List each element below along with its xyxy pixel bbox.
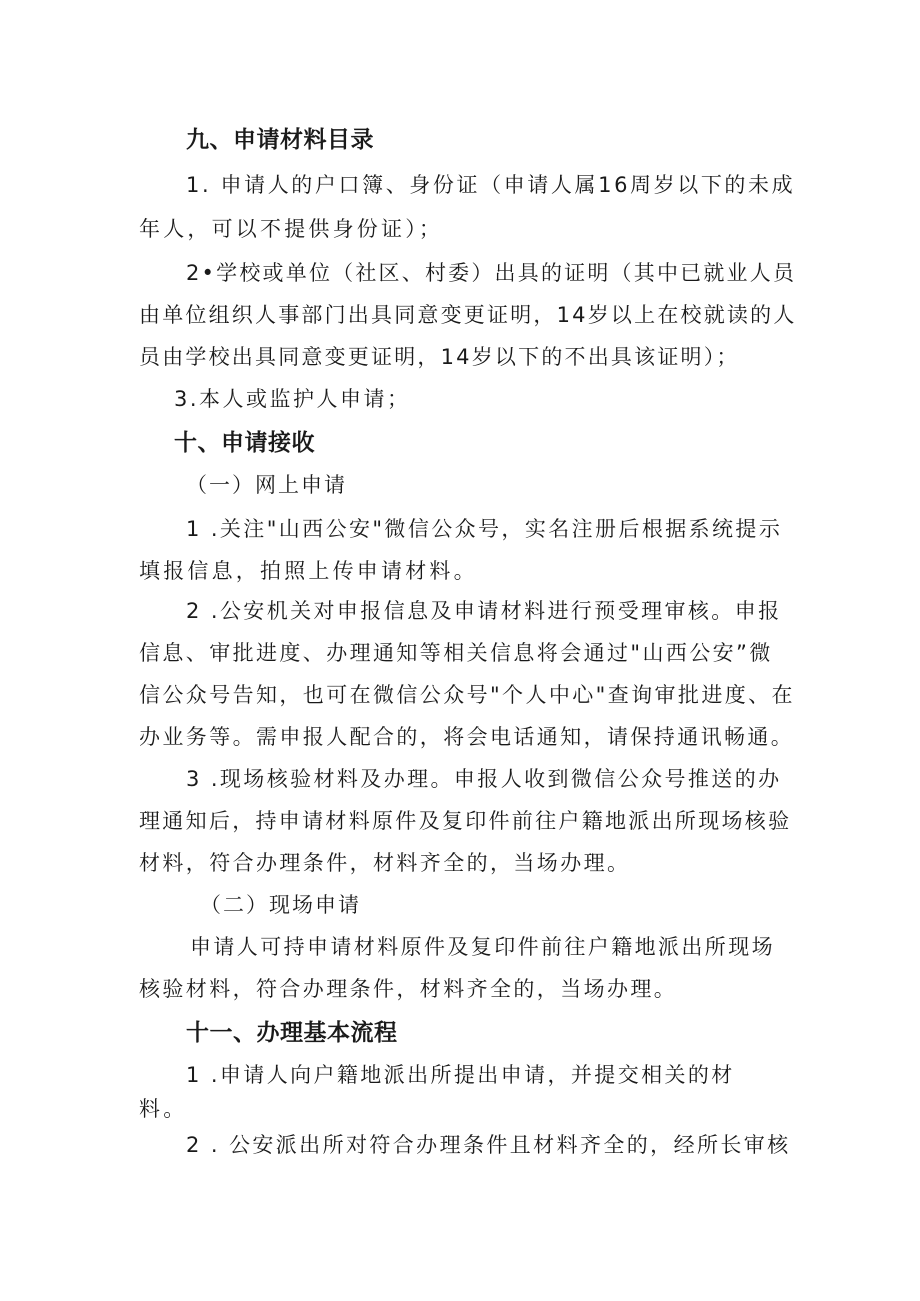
heading-10: 十、申请接收 [174, 430, 315, 456]
item-10-2-line-1: 2 .公安机关对申报信息及申请材料进行预受理审核。申报 [186, 599, 782, 623]
subheading-online: （一）网上申请 [186, 473, 347, 497]
item-9-2-line-3: 员由学校出具同意变更证明，14岁以下的不出具该证明）； [139, 345, 740, 369]
item-10-4-line-2: 核验材料，符合办理条件，材料齐全的，当场办理。 [139, 977, 678, 1001]
item-10-3-line-1: 3 .现场核验材料及办理。申报人收到微信公众号推送的办 [186, 767, 782, 791]
item-11-2-line-1: 2 . 公安派出所对符合办理条件且材料齐全的，经所长审核 [186, 1133, 791, 1157]
heading-9: 九、申请材料目录 [186, 127, 374, 153]
item-10-4-line-1: 申请人可持申请材料原件及复印件前往户籍地派出所现场 [190, 935, 775, 959]
item-11-1-line-1: 1 .申请人向户籍地派出所提出申请，并提交相关的材 [186, 1063, 735, 1087]
item-10-1-line-1: 1 .关注"山西公安"微信公众号，实名注册后根据系统提示 [186, 517, 783, 541]
subheading-onsite: （二）现场申请 [200, 893, 361, 917]
item-10-1-line-2: 填报信息，拍照上传申请材料。 [139, 559, 478, 583]
item-11-1-line-2: 料。 [139, 1097, 188, 1121]
item-9-2-line-2: 由单位组织人事部门出具同意变更证明，14岁以上在校就读的人 [139, 303, 797, 327]
item-9-1-line-2: 年人，可以不提供身份证）； [139, 217, 444, 241]
item-9-3: 3.本人或监护人申请； [174, 387, 411, 411]
item-9-2-line-1: 2•学校或单位（社区、村委）出具的证明（其中已就业人员 [186, 261, 797, 285]
item-10-3-line-2: 理通知后，持申请材料原件及复印件前往户籍地派出所现场核验 [139, 809, 792, 833]
item-10-3-line-3: 材料，符合办理条件，材料齐全的，当场办理。 [139, 851, 631, 875]
item-9-1-line-1: 1. 申请人的户口簿、身份证（申请人属16周岁以下的未成 [186, 173, 796, 197]
item-10-2-line-2: 信息、审批进度、办理通知等相关信息将会通过"山西公安”微 [139, 641, 773, 665]
heading-11: 十一、办理基本流程 [186, 1020, 398, 1046]
item-10-2-line-3: 信公众号告知，也可在微信公众号"个人中心"查询审批进度、在 [139, 683, 795, 707]
item-10-2-line-4: 办业务等。需申报人配合的，将会电话通知，请保持通讯畅通。 [139, 725, 795, 749]
